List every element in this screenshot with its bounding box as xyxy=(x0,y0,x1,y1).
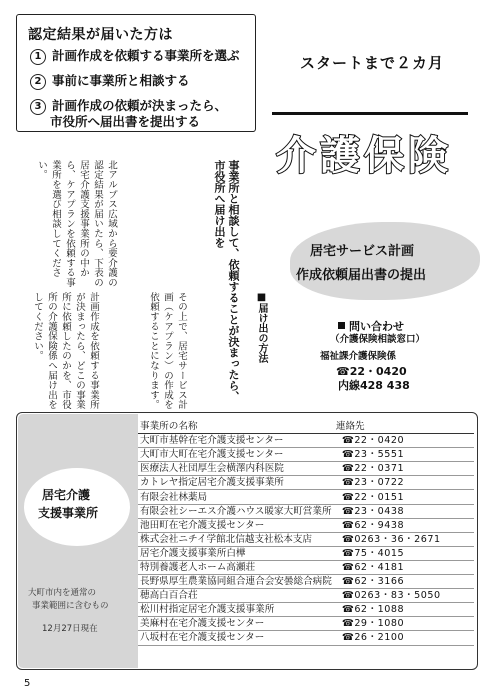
provider-phone: ☎0263・36・2671 xyxy=(334,532,474,546)
provider-name: カトレヤ指定居宅介護支援事業所 xyxy=(138,476,334,490)
table-row xyxy=(138,504,474,518)
side-panel-note-2: 事業範囲に含むもの xyxy=(32,601,109,611)
step-text: 計画作成の依頼が決まったら、 xyxy=(52,98,228,113)
table-row xyxy=(138,603,474,617)
header-name: 事業所の名称 xyxy=(138,420,334,434)
subtitle-line-2: 作成依頼届出書の提出 xyxy=(296,268,427,283)
provider-name: 大町市大町在宅介護支援センター xyxy=(138,448,334,462)
table-row xyxy=(138,462,474,476)
header-contact: 連絡先 xyxy=(334,420,474,434)
step-3 xyxy=(30,98,227,115)
table-header-row xyxy=(138,420,474,434)
step-2 xyxy=(30,73,190,90)
provider-name: 有限会社林薬局 xyxy=(138,490,334,504)
contact-extension: 内線428 438 xyxy=(338,379,410,392)
provider-name: 大町市基幹在宅介護支援センター xyxy=(138,434,334,448)
provider-phone: ☎23・0722 xyxy=(334,476,474,490)
notice-title: 認定結果が届いた方は xyxy=(28,27,173,43)
body-paragraph-2: 計画作成を依頼する事業所が決まったら、どこの事業所に依頼したのかを、市役所の介護保険係へ届け出をしてください。 xyxy=(32,292,99,410)
provider-phone: ☎62・1088 xyxy=(334,603,474,617)
provider-name: 居宅介護支援事業所白樺 xyxy=(138,546,334,560)
countdown-label: スタートまで２カ月 xyxy=(300,54,445,72)
provider-name: 穂高白百合荘 xyxy=(138,589,334,603)
contact-department: 福祉課介護保険係 xyxy=(320,351,397,362)
provider-phone: ☎62・3166 xyxy=(334,575,474,589)
table-row xyxy=(138,448,474,462)
table-row xyxy=(138,476,474,490)
provider-name: 長野県厚生農業協同組合連合会安曇総合病院 xyxy=(140,576,332,588)
provider-name: 松川村指定居宅介護支援事業所 xyxy=(138,603,334,617)
procedure-title: ■届け出の方法 xyxy=(256,292,267,363)
title-rule xyxy=(272,112,468,115)
provider-phone: ☎22・0420 xyxy=(334,434,474,448)
page-title: 介護保険 xyxy=(276,133,452,179)
table-row xyxy=(138,518,474,532)
contact-title-text: 問い合わせ xyxy=(349,320,404,333)
page-number: 5 xyxy=(24,678,31,689)
body-heading: 事業所と相談して、依頼することが決まったら、市役所へ届け出を xyxy=(213,160,240,402)
table-row xyxy=(138,575,474,589)
step-text: 計画作成を依頼する事業所を選ぶ xyxy=(52,48,240,63)
step-number: 2 xyxy=(30,74,46,90)
step-number: 3 xyxy=(30,99,46,115)
table-row xyxy=(138,546,474,560)
contact-phone: ☎22・0420 xyxy=(336,365,407,378)
contact-subtitle: （介護保険相談窓口） xyxy=(330,334,426,345)
provider-phone: ☎75・4015 xyxy=(334,546,474,560)
body-paragraph-1: 北アルプス広域から要介護の認定結果が届いたら、下表の居宅介護支援事業所の中から、ケアプランを依頼する事業所を選び相談してください。 xyxy=(36,160,117,288)
provider-phone: ☎29・1080 xyxy=(334,617,474,631)
provider-phone: ☎62・4181 xyxy=(334,560,474,574)
provider-phone: ☎26・2100 xyxy=(334,631,474,645)
table-row xyxy=(138,434,474,448)
provider-phone: ☎23・5551 xyxy=(334,448,474,462)
side-panel-title-1: 居宅介護 xyxy=(42,488,91,502)
provider-name: 特別養護老人ホーム高瀬荘 xyxy=(138,560,334,574)
provider-name: 株式会社ニチイ学館北信越支社松本支店 xyxy=(138,532,334,546)
table-row xyxy=(138,560,474,574)
step-number: 1 xyxy=(30,49,46,65)
provider-name: 美麻村在宅介護支援センター xyxy=(138,617,334,631)
square-bullet-icon xyxy=(338,322,345,329)
provider-name: 有限会社シーエス介護ハウス暖家大町営業所 xyxy=(138,504,334,518)
provider-name: 池田町在宅介護支援センター xyxy=(138,518,334,532)
side-panel-date: 12月27日現在 xyxy=(42,624,98,634)
table-row xyxy=(138,532,474,546)
side-panel-note-1: 大町市内を通常の xyxy=(28,588,97,598)
subtitle-background xyxy=(290,222,480,300)
provider-phone: ☎62・9438 xyxy=(334,518,474,532)
provider-name: 医療法人社団厚生会横澤内科医院 xyxy=(138,462,334,476)
provider-table xyxy=(138,420,474,646)
provider-phone: ☎0263・83・5050 xyxy=(334,589,474,603)
step-3-continued: 市役所へ届出書を提出する xyxy=(50,114,201,129)
provider-phone: ☎22・0151 xyxy=(334,490,474,504)
subtitle-line-1: 居宅サービス計画 xyxy=(310,244,415,259)
table-row xyxy=(138,631,474,645)
provider-phone: ☎22・0371 xyxy=(334,462,474,476)
table-row xyxy=(138,490,474,504)
table-row xyxy=(138,589,474,603)
step-text: 事前に事業所と相談する xyxy=(52,73,190,88)
step-1 xyxy=(30,48,240,65)
body-paragraph-3: その上で、居宅サービス計画（ケアプラン）の作成を依頼することになります。 xyxy=(148,292,187,410)
table-body xyxy=(138,434,474,645)
table-row xyxy=(138,617,474,631)
provider-phone: ☎23・0438 xyxy=(334,504,474,518)
provider-name: 八坂村在宅介護支援センター xyxy=(138,631,334,645)
side-panel-title-2: 支援事業所 xyxy=(38,506,99,520)
